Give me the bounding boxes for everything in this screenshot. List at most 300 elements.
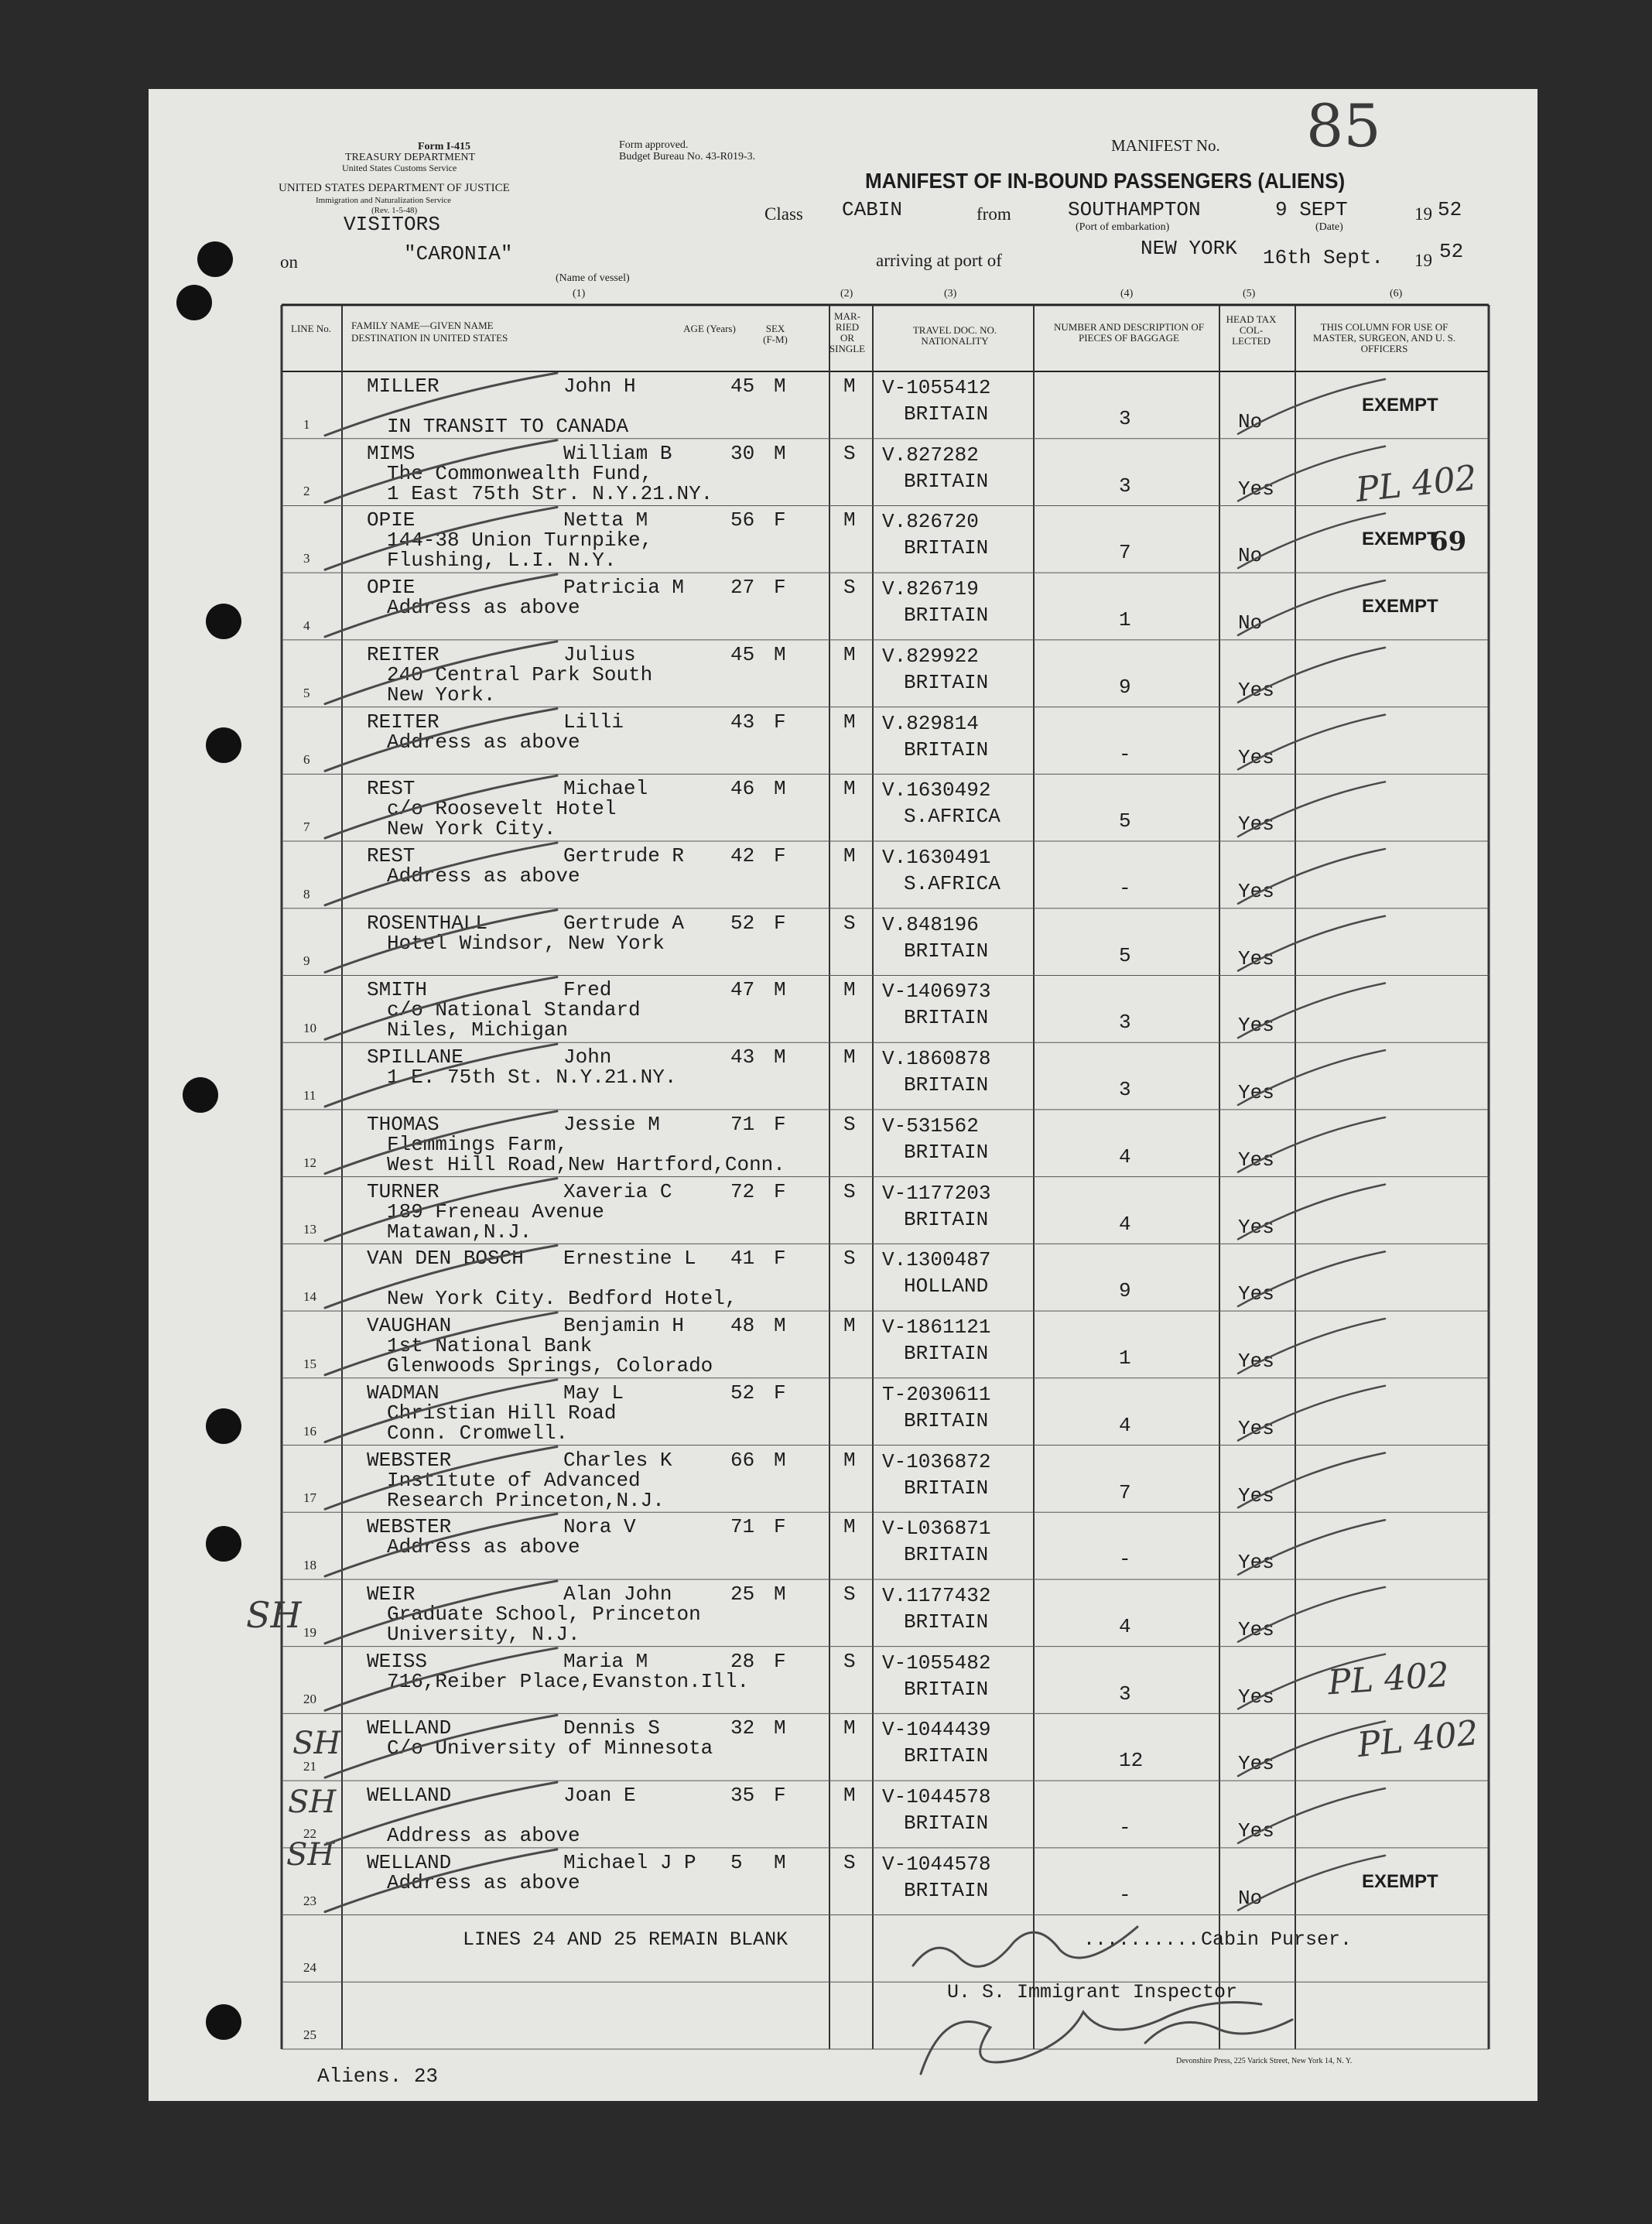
travel-doc-no: V-1055412 xyxy=(882,376,991,399)
arriving-label: arriving at port of xyxy=(876,251,1002,270)
given-name: Benjamin H xyxy=(563,1314,685,1338)
annotation-pl402-2: PL 402 xyxy=(1326,1654,1451,1703)
destination-line: 240 Central Park South xyxy=(387,662,653,686)
sex: F xyxy=(774,710,786,734)
marital-status: M xyxy=(843,1045,856,1069)
given-name: Julius xyxy=(563,642,636,666)
family-name: WELLAND xyxy=(367,1716,452,1740)
printer-imprint: Devonshire Press, 225 Varick Street, New York 14, N. Y. xyxy=(1176,2057,1353,2065)
travel-doc-no: V.1177432 xyxy=(882,1583,991,1607)
nationality: S.AFRICA xyxy=(904,805,1000,829)
tax-checkmark-stroke xyxy=(1238,715,1385,770)
tax-checkmark-stroke xyxy=(1238,580,1385,635)
given-name: Alan John xyxy=(563,1582,672,1606)
tax-checkmark-stroke xyxy=(1238,1788,1385,1843)
destination-line: C/o University of Minnesota xyxy=(387,1736,713,1760)
travel-doc-no: V.1860878 xyxy=(882,1047,991,1071)
travel-doc-no: V.1300487 xyxy=(882,1248,991,1272)
head-tax: Yes xyxy=(1238,1416,1274,1440)
arrival-date: 16th Sept. xyxy=(1263,246,1384,269)
destination-line: Address as above xyxy=(387,730,580,754)
header-destination: DESTINATION IN UNITED STATES xyxy=(351,332,508,344)
baggage-count: - xyxy=(1119,877,1131,901)
age: 30 xyxy=(730,441,755,465)
age: 27 xyxy=(730,576,755,600)
sex: M xyxy=(774,978,786,1002)
name-checkmark-stroke xyxy=(325,1715,557,1777)
line-number: 2 xyxy=(303,484,310,499)
head-tax: Yes xyxy=(1238,1551,1274,1575)
class-value: CABIN xyxy=(842,198,903,221)
nationality: BRITAIN xyxy=(904,1610,989,1634)
vessel-label: (Name of vessel) xyxy=(556,272,630,284)
age: 66 xyxy=(730,1448,755,1472)
baggage-count: 9 xyxy=(1119,675,1131,699)
inspector-signature xyxy=(921,2003,1261,2075)
col-num-6: (6) xyxy=(1390,288,1403,299)
line-number: 17 xyxy=(303,1490,316,1506)
line-number: 23 xyxy=(303,1893,316,1908)
family-name: THOMAS xyxy=(367,1112,440,1136)
given-name: Patricia M xyxy=(563,576,685,600)
line-number: 8 xyxy=(303,886,310,902)
head-tax: Yes xyxy=(1238,1685,1274,1709)
tax-checkmark-stroke xyxy=(1238,1386,1385,1441)
annotation-sh-3: SH xyxy=(288,1784,337,1820)
nationality: S.AFRICA xyxy=(904,872,1000,896)
baggage-count: 4 xyxy=(1119,1413,1131,1437)
family-name: WEISS xyxy=(367,1649,428,1673)
col-num-4: (4) xyxy=(1120,288,1134,299)
class-label: Class xyxy=(764,204,803,224)
year-1: 52 xyxy=(1438,198,1462,221)
travel-doc-no: V.1630491 xyxy=(882,846,991,870)
age: 35 xyxy=(730,1784,755,1808)
destination-line: New York. xyxy=(387,683,496,707)
destination-line: 144-38 Union Turnpike, xyxy=(387,529,653,553)
age: 52 xyxy=(730,911,755,935)
travel-doc-no: V-1406973 xyxy=(882,980,991,1004)
header-officers: THIS COLUMN FOR USE OF MASTER, SURGEON, AND U. S. OFFICERS xyxy=(1312,321,1456,354)
given-name: Maria M xyxy=(563,1649,648,1673)
family-name: MIMS xyxy=(367,441,416,465)
head-tax: Yes xyxy=(1238,477,1274,501)
sex: M xyxy=(774,441,786,465)
destination-line: The Commonwealth Fund, xyxy=(387,461,653,485)
officer-remark: EXEMPT xyxy=(1362,1870,1438,1892)
sex: F xyxy=(774,1649,786,1673)
marital-status: S xyxy=(843,1582,856,1606)
line-number: 3 xyxy=(303,551,310,566)
destination-line: c/o Roosevelt Hotel xyxy=(387,797,617,821)
line-number: 1 xyxy=(303,416,310,432)
line-number: 14 xyxy=(303,1289,316,1305)
nationality: BRITAIN xyxy=(904,1476,989,1500)
destination-line: c/o National Standard xyxy=(387,998,641,1022)
family-name: TURNER xyxy=(367,1179,440,1203)
given-name: Gertrude A xyxy=(563,911,685,935)
age: 71 xyxy=(730,1112,755,1136)
name-checkmark-stroke xyxy=(325,642,557,704)
given-name: Nora V xyxy=(563,1515,636,1539)
name-checkmark-stroke xyxy=(325,843,557,905)
marital-status: M xyxy=(843,1716,856,1740)
age: 25 xyxy=(730,1582,755,1606)
baggage-count: - xyxy=(1119,742,1131,766)
sex: M xyxy=(774,1448,786,1472)
tax-checkmark-stroke xyxy=(1238,379,1385,434)
visitors-label: VISITORS xyxy=(344,213,440,236)
baggage-count: 3 xyxy=(1119,407,1131,430)
age: 52 xyxy=(730,1381,755,1405)
baggage-count: 3 xyxy=(1119,1011,1131,1035)
age: 56 xyxy=(730,508,755,532)
line-number: 22 xyxy=(303,1825,316,1841)
manifest-no-label: MANIFEST No. xyxy=(1111,136,1220,155)
family-name: OPIE xyxy=(367,508,416,532)
family-name: REITER xyxy=(367,642,440,666)
tax-checkmark-stroke xyxy=(1238,1520,1385,1575)
sex: M xyxy=(774,1045,786,1069)
age: 45 xyxy=(730,642,755,666)
tax-checkmark-stroke xyxy=(1238,849,1385,904)
name-checkmark-stroke xyxy=(325,1581,557,1644)
destination-line: Address as above xyxy=(387,1870,580,1894)
form-approved: Form approved. xyxy=(619,139,689,151)
tax-checkmark-stroke xyxy=(1238,983,1385,1038)
baggage-count: 3 xyxy=(1119,1078,1131,1102)
family-name: WEBSTER xyxy=(367,1448,452,1472)
marital-status: M xyxy=(843,375,856,398)
tax-checkmark-stroke xyxy=(1238,1185,1385,1240)
given-name: Fred xyxy=(563,978,612,1002)
family-name: VAUGHAN xyxy=(367,1314,452,1338)
destination-line: Flemmings Farm, xyxy=(387,1132,569,1156)
head-tax: Yes xyxy=(1238,1215,1274,1239)
destination-line: Niles, Michigan xyxy=(387,1018,569,1042)
line-number: 11 xyxy=(303,1087,316,1103)
lines-blank-text: LINES 24 AND 25 REMAIN BLANK xyxy=(463,1928,788,1951)
head-tax: Yes xyxy=(1238,1752,1274,1776)
baggage-count: - xyxy=(1119,1816,1131,1840)
nationality: BRITAIN xyxy=(904,604,989,628)
baggage-count: 7 xyxy=(1119,1480,1131,1504)
marital-status: S xyxy=(843,911,856,935)
annotation-sh-1: SH xyxy=(246,1594,302,1636)
given-name: Ernestine L xyxy=(563,1247,696,1271)
page-title: MANIFEST OF IN-BOUND PASSENGERS (ALIENS) xyxy=(865,169,1346,193)
immigrant-inspector-label: U. S. Immigrant Inspector xyxy=(947,1981,1238,2003)
col-num-2: (2) xyxy=(840,288,853,299)
head-tax: Yes xyxy=(1238,1350,1274,1374)
name-checkmark-stroke xyxy=(325,977,557,1039)
line-number: 10 xyxy=(303,1021,316,1036)
age: 47 xyxy=(730,978,755,1002)
given-name: Charles K xyxy=(563,1448,672,1472)
date-label: (Date) xyxy=(1315,221,1343,233)
age: 43 xyxy=(730,710,755,734)
line-number: 20 xyxy=(303,1692,316,1707)
travel-doc-no: V-1177203 xyxy=(882,1181,991,1205)
destination-line: 1st National Bank xyxy=(387,1334,593,1358)
line-number: 16 xyxy=(303,1423,316,1439)
embark-date: 9 SEPT xyxy=(1275,198,1348,221)
header-baggage: NUMBER AND DESCRIPTION OF PIECES OF BAGGAGE xyxy=(1054,321,1204,344)
nationality: BRITAIN xyxy=(904,1878,989,1902)
head-tax: Yes xyxy=(1238,880,1274,904)
head-tax: Yes xyxy=(1238,1148,1274,1172)
embark-port-label: (Port of embarkation) xyxy=(1076,221,1170,233)
head-tax: Yes xyxy=(1238,1819,1274,1843)
head-tax: Yes xyxy=(1238,1081,1274,1105)
tax-checkmark-stroke xyxy=(1238,1251,1385,1306)
given-name: William B xyxy=(563,441,672,465)
name-checkmark-stroke xyxy=(325,373,557,436)
marital-status: M xyxy=(843,777,856,801)
sex: M xyxy=(774,777,786,801)
line-number: 15 xyxy=(303,1356,316,1371)
purser-signature xyxy=(913,1927,1137,1966)
family-name: WADMAN xyxy=(367,1381,440,1405)
family-name: WELLAND xyxy=(367,1784,452,1808)
head-tax: No xyxy=(1238,410,1263,433)
header-sex: SEX (F-M) xyxy=(763,323,788,345)
travel-doc-no: V.826719 xyxy=(882,577,979,601)
name-checkmark-stroke xyxy=(325,1312,557,1375)
marital-status: M xyxy=(843,978,856,1002)
vessel-name: "CARONIA" xyxy=(404,242,513,265)
marital-status: S xyxy=(843,1649,856,1673)
given-name: Dennis S xyxy=(563,1716,660,1740)
baggage-count: 7 xyxy=(1119,541,1131,565)
travel-doc-no: V-1055482 xyxy=(882,1651,991,1675)
family-name: ROSENTHALL xyxy=(367,911,488,935)
destination-line: 1 East 75th Str. N.Y.21.NY. xyxy=(387,481,713,505)
given-name: Lilli xyxy=(563,710,624,734)
destination-line: Christian Hill Road xyxy=(387,1401,617,1425)
travel-doc-no: V-1036872 xyxy=(882,1449,991,1473)
destination-line: Address as above xyxy=(387,1535,580,1559)
travel-doc-no: T-2030611 xyxy=(882,1382,991,1406)
family-name: REST xyxy=(367,844,416,868)
nationality: BRITAIN xyxy=(904,1006,989,1030)
marital-status: M xyxy=(843,844,856,868)
given-name: John H xyxy=(563,375,636,398)
name-checkmark-stroke xyxy=(325,1111,557,1174)
given-name: Netta M xyxy=(563,508,648,532)
destination-line: 1 E. 75th St. N.Y.21.NY. xyxy=(387,1066,677,1090)
nationality: BRITAIN xyxy=(904,1207,989,1231)
line-number: 24 xyxy=(303,1960,316,1976)
nationality: HOLLAND xyxy=(904,1275,989,1298)
nationality: BRITAIN xyxy=(904,1342,989,1366)
destination-line: Address as above xyxy=(387,864,580,888)
destination-line: New York City. Bedford Hotel, xyxy=(387,1287,737,1311)
marital-status: M xyxy=(843,642,856,666)
baggage-count: 1 xyxy=(1119,608,1131,632)
family-name: OPIE xyxy=(367,576,416,600)
baggage-count: 4 xyxy=(1119,1145,1131,1168)
marital-status: M xyxy=(843,1784,856,1808)
header-age: AGE (Years) xyxy=(683,323,736,334)
line-number: 4 xyxy=(303,618,310,633)
officer-remark: EXEMPT xyxy=(1362,395,1438,416)
cabin-purser-label: Cabin Purser. xyxy=(1201,1928,1353,1951)
justice-dept: UNITED STATES DEPARTMENT OF JUSTICE xyxy=(279,182,510,194)
destination-line: 189 Freneau Avenue xyxy=(387,1199,604,1223)
head-tax: No xyxy=(1238,611,1263,635)
officer-remark: EXEMPT xyxy=(1362,529,1438,550)
name-checkmark-stroke xyxy=(325,1648,557,1711)
sex: M xyxy=(774,1716,786,1740)
tax-checkmark-stroke xyxy=(1238,782,1385,837)
baggage-count: 12 xyxy=(1119,1749,1144,1773)
family-name: WEBSTER xyxy=(367,1515,452,1539)
baggage-count: 5 xyxy=(1119,809,1131,833)
nationality: BRITAIN xyxy=(904,1073,989,1097)
line-number: 19 xyxy=(303,1624,316,1640)
purser-leader: .......... xyxy=(1083,1928,1200,1951)
destination-line: Address as above xyxy=(387,1824,580,1848)
line-number: 25 xyxy=(303,2027,316,2042)
line-number: 18 xyxy=(303,1557,316,1572)
annotation-sh-4: SH xyxy=(286,1837,335,1873)
baggage-count: 4 xyxy=(1119,1614,1131,1638)
destination-line: Glenwoods Springs, Colorado xyxy=(387,1354,713,1378)
given-name: Michael J P xyxy=(563,1850,696,1874)
family-name: REST xyxy=(367,777,416,801)
ins-service: Immigration and Naturalization Service xyxy=(316,196,452,205)
head-tax: Yes xyxy=(1238,678,1274,702)
line-number: 9 xyxy=(303,953,310,969)
sex: F xyxy=(774,508,786,532)
head-tax: No xyxy=(1238,544,1263,568)
baggage-count: - xyxy=(1119,1883,1131,1907)
age: 41 xyxy=(730,1247,755,1271)
year-prefix-2: 19 xyxy=(1414,251,1432,270)
line-number: 7 xyxy=(303,819,310,835)
year-prefix-1: 19 xyxy=(1414,204,1432,224)
col-num-1: (1) xyxy=(573,288,586,299)
age: 5 xyxy=(730,1850,743,1874)
on-label: on xyxy=(280,252,298,272)
tax-checkmark-stroke xyxy=(1238,1721,1385,1776)
nationality: BRITAIN xyxy=(904,939,989,963)
marital-status: M xyxy=(843,710,856,734)
baggage-count: - xyxy=(1119,1548,1131,1572)
given-name: John xyxy=(563,1045,612,1069)
nationality: BRITAIN xyxy=(904,1543,989,1567)
header-name: FAMILY NAME—GIVEN NAME xyxy=(351,320,494,331)
family-name: MILLER xyxy=(367,375,440,398)
head-tax: Yes xyxy=(1238,946,1274,970)
name-checkmark-stroke xyxy=(325,1514,557,1576)
head-tax: No xyxy=(1238,1886,1263,1910)
annotation-pl402-1: PL 402 xyxy=(1353,457,1479,511)
header-travel-doc: TRAVEL DOC. NO. NATIONALITY xyxy=(912,324,997,347)
age: 72 xyxy=(730,1179,755,1203)
name-checkmark-stroke xyxy=(325,775,557,841)
sex: F xyxy=(774,1179,786,1203)
manifest-no-value: 85 xyxy=(1306,91,1381,160)
marital-status: S xyxy=(843,441,856,465)
annotation-sh-2: SH xyxy=(292,1726,341,1761)
travel-doc-no: V-L036871 xyxy=(882,1517,991,1541)
baggage-count: 5 xyxy=(1119,943,1131,967)
destination-line: West Hill Road,New Hartford,Conn. xyxy=(387,1152,785,1176)
travel-doc-no: V.826720 xyxy=(882,510,979,534)
family-name: SPILLANE xyxy=(367,1045,463,1069)
line-number: 6 xyxy=(303,752,310,768)
sex: M xyxy=(774,1582,786,1606)
age: 32 xyxy=(730,1716,755,1740)
age: 48 xyxy=(730,1314,755,1338)
destination-line: Institute of Advanced xyxy=(387,1468,641,1492)
travel-doc-no: V-1044439 xyxy=(882,1718,991,1742)
name-checkmark-stroke xyxy=(325,507,557,570)
marital-status: S xyxy=(843,1247,856,1271)
name-checkmark-stroke xyxy=(325,1782,557,1845)
name-checkmark-stroke xyxy=(325,1044,557,1107)
baggage-count: 9 xyxy=(1119,1279,1131,1303)
line-number: 5 xyxy=(303,685,310,700)
line-number: 12 xyxy=(303,1155,316,1170)
inspector-initials xyxy=(1145,2020,1292,2043)
tax-checkmark-stroke xyxy=(1238,916,1385,971)
sex: F xyxy=(774,911,786,935)
baggage-count: 3 xyxy=(1119,1682,1131,1706)
line-number: 21 xyxy=(303,1759,316,1774)
from-label: from xyxy=(976,204,1011,224)
nationality: BRITAIN xyxy=(904,402,989,426)
name-checkmark-stroke xyxy=(325,910,557,973)
given-name: Jessie M xyxy=(563,1112,660,1136)
sex: F xyxy=(774,1381,786,1405)
footer-aliens: Aliens. 23 xyxy=(317,2065,439,2088)
sex: M xyxy=(774,1850,786,1874)
travel-doc-no: V-531562 xyxy=(882,1114,979,1138)
marital-status: M xyxy=(843,1515,856,1539)
tax-checkmark-stroke xyxy=(1238,1117,1385,1172)
destination-line: University, N.J. xyxy=(387,1622,580,1646)
destination-line: IN TRANSIT TO CANADA xyxy=(387,415,629,438)
marital-status: S xyxy=(843,1179,856,1203)
revision: (Rev. 1-5-48) xyxy=(371,206,418,215)
family-name: VAN DEN BOSCH xyxy=(367,1247,524,1271)
nationality: BRITAIN xyxy=(904,469,989,493)
travel-doc-no: V-1861121 xyxy=(882,1316,991,1340)
tax-checkmark-stroke xyxy=(1238,1453,1385,1508)
destination-line: Flushing, L.I. N.Y. xyxy=(387,549,617,573)
tax-checkmark-stroke xyxy=(1238,648,1385,703)
tax-checkmark-stroke xyxy=(1238,1587,1385,1642)
head-tax: Yes xyxy=(1238,1483,1274,1507)
destination-line: Hotel Windsor, New York xyxy=(387,931,665,955)
travel-doc-no: V.1630492 xyxy=(882,778,991,802)
tax-checkmark-stroke xyxy=(1238,1319,1385,1374)
name-checkmark-stroke xyxy=(325,1849,557,1912)
nationality: BRITAIN xyxy=(904,670,989,694)
marital-status: M xyxy=(843,508,856,532)
nationality: BRITAIN xyxy=(904,1408,989,1432)
col-num-3: (3) xyxy=(944,288,957,299)
col-num-5: (5) xyxy=(1243,288,1256,299)
sex: F xyxy=(774,576,786,600)
age: 28 xyxy=(730,1649,755,1673)
year-2: 52 xyxy=(1439,240,1464,263)
age: 45 xyxy=(730,375,755,398)
sex: M xyxy=(774,1314,786,1338)
